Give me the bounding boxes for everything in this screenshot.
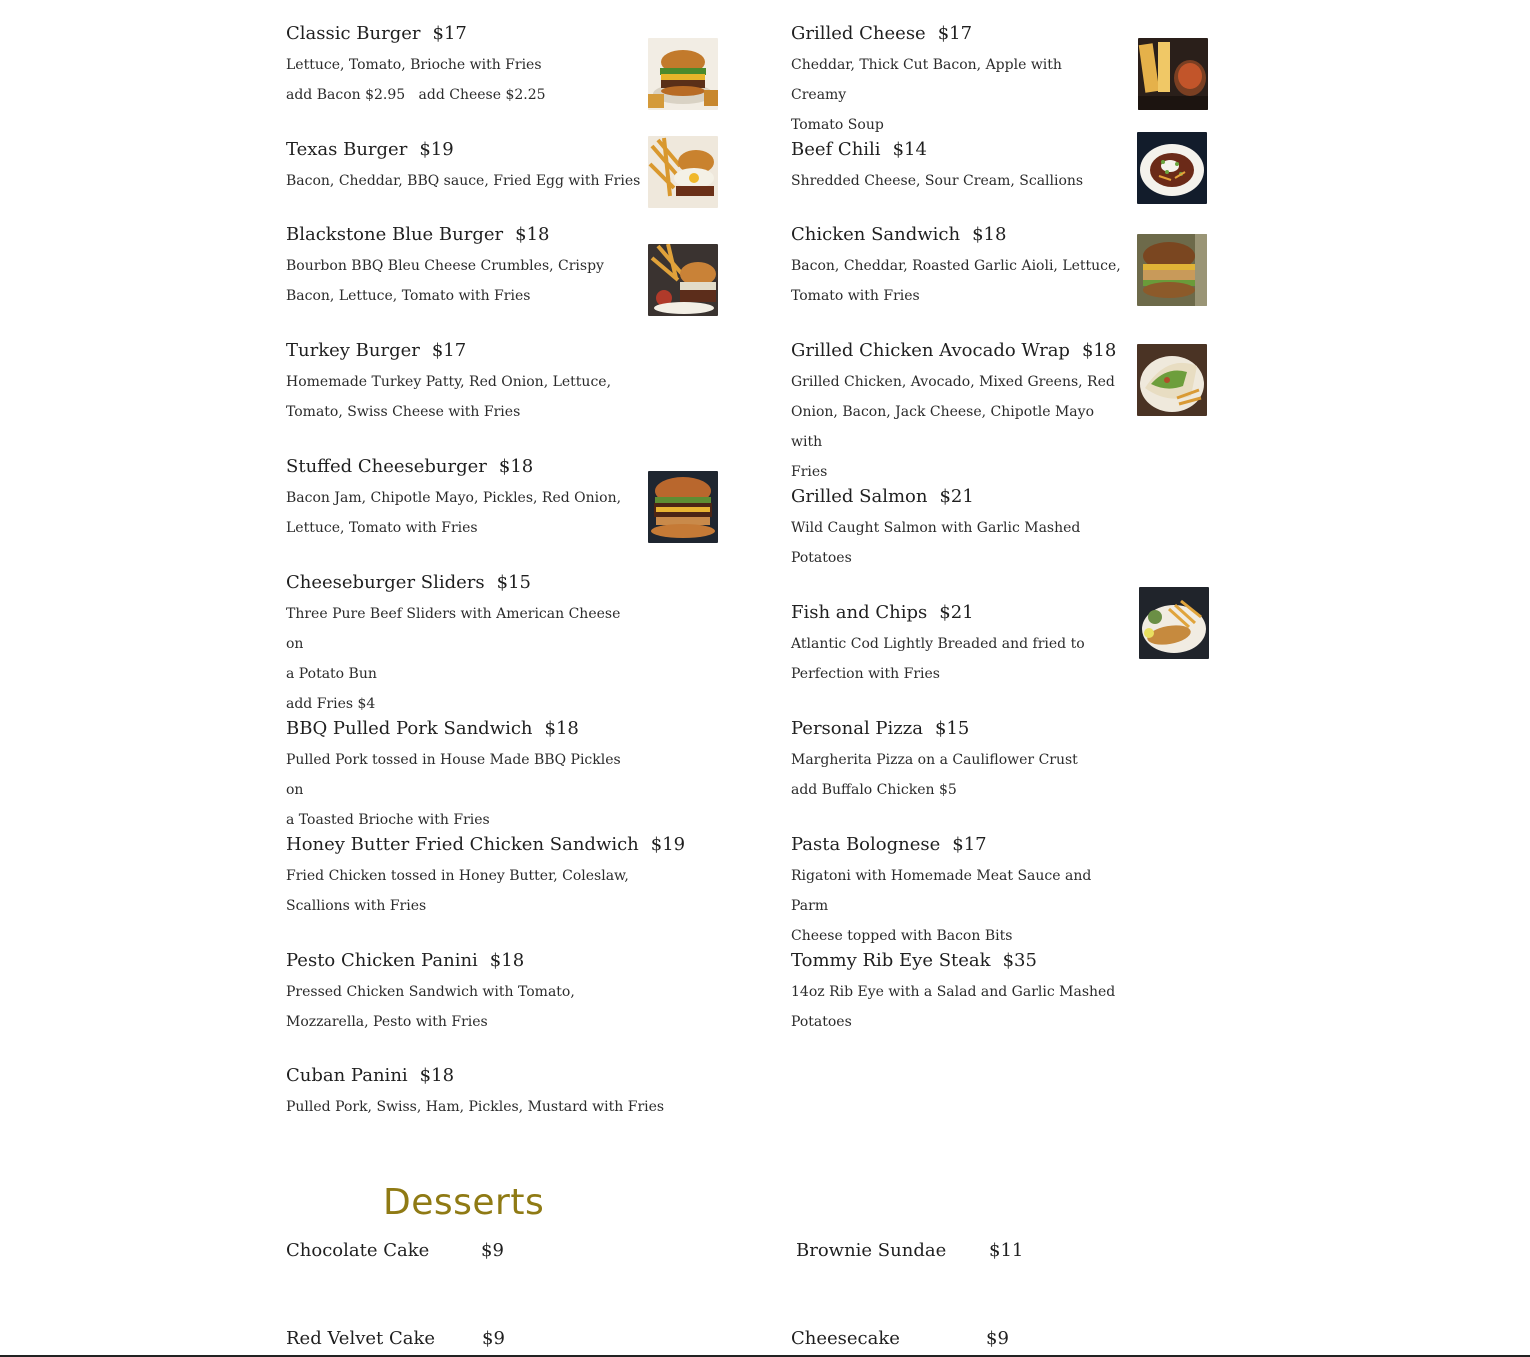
item-description: Pulled Pork tossed in House Made BBQ Pickles on — [286, 752, 621, 798]
item-name: Beef Chili — [791, 139, 881, 160]
item-name: Stuffed Cheeseburger — [286, 456, 487, 477]
item-description: Three Pure Beef Sliders with American Cheese on — [286, 606, 621, 652]
item-description: Cheddar, Thick Cut Bacon, Apple with Creamy — [791, 57, 1062, 103]
item-price: $18 — [1081, 340, 1117, 361]
dessert-price: $11 — [989, 1240, 1024, 1261]
item-price: $17 — [431, 340, 467, 361]
section-title-desserts: Desserts — [383, 1182, 545, 1223]
item-price: $21 — [939, 486, 974, 507]
item-price: $18 — [544, 718, 579, 739]
item-name: Chicken Sandwich — [791, 224, 961, 245]
dessert-item-brownie-sundae — [796, 1239, 1024, 1263]
item-addon: add Buffalo Chicken $5 — [791, 782, 957, 798]
item-price: $17 — [432, 23, 467, 44]
item-name: Classic Burger — [286, 23, 421, 44]
chicken-sandwich-photo[interactable] — [1137, 234, 1207, 306]
item-price: $18 — [515, 224, 550, 245]
item-name: BBQ Pulled Pork Sandwich — [286, 718, 533, 739]
menu-item-personal-pizza — [791, 717, 1221, 805]
item-name: Cheeseburger Sliders — [286, 572, 485, 593]
item-name: Cuban Panini — [286, 1065, 408, 1086]
item-name: Turkey Burger — [286, 340, 420, 361]
item-description: Lettuce, Tomato with Fries — [286, 520, 478, 536]
menu-item-cuban-panini — [286, 1064, 726, 1122]
menu-item-bbq-pulled-pork — [286, 717, 726, 835]
cheeseburger-photo[interactable] — [648, 471, 718, 543]
item-price: $18 — [419, 1065, 455, 1086]
menu-item-cheeseburger-sliders — [286, 571, 726, 719]
item-description: Bacon, Lettuce, Tomato with Fries — [286, 288, 531, 304]
item-description: Lettuce, Tomato, Brioche with Fries — [286, 57, 542, 73]
menu-item-pesto-chicken-panini — [286, 949, 726, 1037]
item-price: $15 — [935, 718, 970, 739]
dessert-price: $9 — [986, 1328, 1009, 1349]
item-description: Rigatoni with Homemade Meat Sauce and Parm — [791, 868, 1092, 914]
item-description: Tomato, Swiss Cheese with Fries — [286, 404, 521, 420]
item-name: Pesto Chicken Panini — [286, 950, 478, 971]
item-description: Fried Chicken tossed in Honey Butter, Coleslaw, — [286, 868, 629, 884]
fish-chips-photo[interactable] — [1139, 587, 1209, 659]
item-description: Bacon, Cheddar, BBQ sauce, Fried Egg with Fries — [286, 173, 641, 189]
item-description: Homemade Turkey Patty, Red Onion, Lettuce, — [286, 374, 612, 390]
burger-fries-photo[interactable] — [648, 136, 718, 208]
item-description: a Potato Bun — [286, 666, 377, 682]
item-description: Mozzarella, Pesto with Fries — [286, 1014, 488, 1030]
item-addon: add Bacon $2.95 add Cheese $2.25 — [286, 87, 546, 103]
item-price: $17 — [937, 23, 973, 44]
chili-bowl-photo[interactable] — [1137, 132, 1207, 204]
menu-item-rib-eye-steak — [791, 949, 1221, 1037]
grilled-cheese-soup-photo[interactable] — [1138, 38, 1208, 110]
burger-fries-photo[interactable] — [648, 244, 718, 316]
wrap-fries-photo[interactable] — [1137, 344, 1207, 416]
item-description: Scallions with Fries — [286, 898, 427, 914]
item-name: Grilled Cheese — [791, 23, 926, 44]
item-name: Personal Pizza — [791, 718, 924, 739]
dessert-name: Brownie Sundae — [796, 1240, 947, 1261]
item-description: Margherita Pizza on a Cauliflower Crust — [791, 752, 1078, 768]
burger-photo[interactable] — [648, 38, 718, 110]
dessert-item-cheesecake — [791, 1327, 1009, 1351]
item-description: Potatoes — [791, 550, 852, 566]
item-description: Bacon Jam, Chipotle Mayo, Pickles, Red Onion, — [286, 490, 622, 506]
item-name: Pasta Bolognese — [791, 834, 941, 855]
dessert-price: $9 — [482, 1328, 505, 1349]
dessert-item-red-velvet-cake — [286, 1327, 505, 1351]
item-description: Cheese topped with Bacon Bits — [791, 928, 1013, 944]
item-price: $21 — [939, 602, 974, 623]
item-price: $17 — [952, 834, 987, 855]
item-description: Shredded Cheese, Sour Cream, Scallions — [791, 173, 1084, 189]
item-description: Grilled Chicken, Avocado, Mixed Greens, Red — [791, 374, 1115, 390]
item-name: Tommy Rib Eye Steak — [791, 950, 991, 971]
item-description: Tomato Soup — [791, 117, 884, 133]
item-description: Tomato with Fries — [791, 288, 920, 304]
item-description: Pressed Chicken Sandwich with Tomato, — [286, 984, 575, 1000]
item-description: Potatoes — [791, 1014, 852, 1030]
item-price: $35 — [1002, 950, 1037, 971]
item-description: Bacon, Cheddar, Roasted Garlic Aioli, Lettuce, — [791, 258, 1121, 274]
menu-item-honey-butter-chicken — [286, 833, 726, 921]
menu-item-grilled-salmon — [791, 485, 1221, 573]
item-description: Wild Caught Salmon with Garlic Mashed — [791, 520, 1081, 536]
item-name: Fish and Chips — [791, 602, 928, 623]
dessert-name: Chocolate Cake — [286, 1240, 430, 1261]
item-description: a Toasted Brioche with Fries — [286, 812, 490, 828]
item-description: Atlantic Cod Lightly Breaded and fried to — [791, 636, 1085, 652]
item-name: Blackstone Blue Burger — [286, 224, 504, 245]
menu-item-pasta-bolognese — [791, 833, 1221, 951]
item-description: Pulled Pork, Swiss, Ham, Pickles, Mustard with Fries — [286, 1099, 665, 1115]
item-addon: add Fries $4 — [286, 696, 376, 712]
item-description: Bourbon BBQ Bleu Cheese Crumbles, Crispy — [286, 258, 604, 274]
item-price: $18 — [972, 224, 1007, 245]
item-price: $14 — [892, 139, 927, 160]
item-description: Fries — [791, 464, 828, 480]
item-price: $19 — [650, 834, 686, 855]
item-name: Grilled Chicken Avocado Wrap — [791, 340, 1070, 361]
item-price: $15 — [496, 572, 532, 593]
dessert-name: Cheesecake — [791, 1328, 900, 1349]
item-name: Grilled Salmon — [791, 486, 928, 507]
item-price: $18 — [489, 950, 525, 971]
menu-item-turkey-burger — [286, 339, 726, 427]
dessert-name: Red Velvet Cake — [286, 1328, 436, 1349]
dessert-item-chocolate-cake — [286, 1239, 504, 1263]
item-price: $19 — [419, 139, 454, 160]
item-name: Texas Burger — [286, 139, 408, 160]
item-description: Perfection with Fries — [791, 666, 940, 682]
item-price: $18 — [498, 456, 534, 477]
dessert-price: $9 — [481, 1240, 504, 1261]
item-name: Honey Butter Fried Chicken Sandwich — [286, 834, 639, 855]
item-description: Onion, Bacon, Jack Cheese, Chipotle Mayo with — [791, 404, 1094, 450]
item-description: 14oz Rib Eye with a Salad and Garlic Mashed — [791, 984, 1116, 1000]
